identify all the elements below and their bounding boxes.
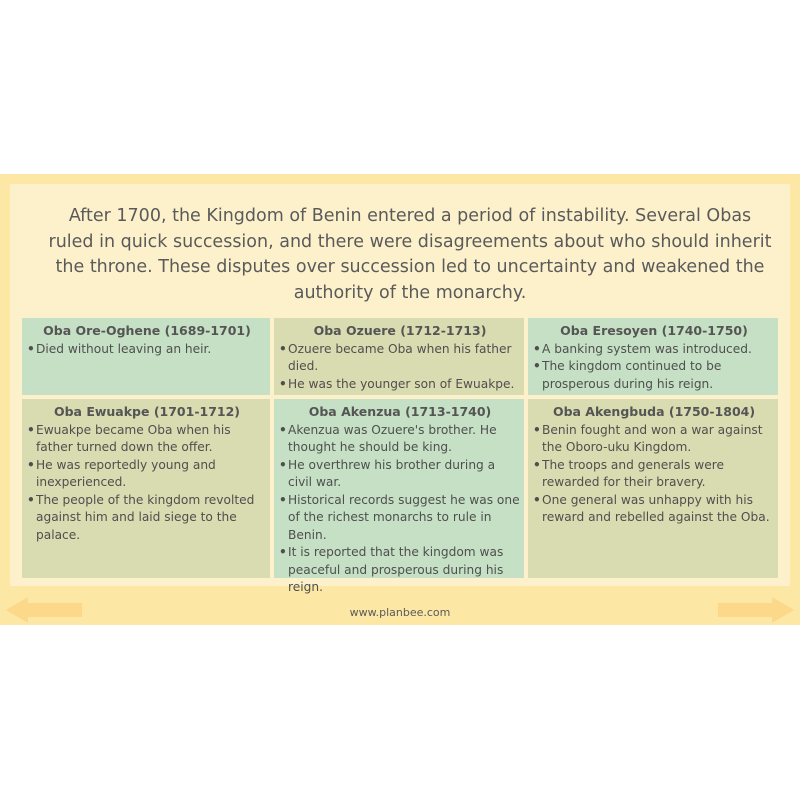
bullet-list xyxy=(28,422,266,545)
bullet-item: • He overthrew his brother during a civil war. xyxy=(280,457,520,492)
card-title: Oba Akenzua (1713-1740) xyxy=(308,404,492,419)
card-eresoyen xyxy=(528,318,778,395)
bullet-item: • One general was unhappy with his reward and rebelled against the Oba. xyxy=(534,492,774,527)
bullet-item: • Ozuere became Oba when his father died. xyxy=(280,341,520,376)
card-akenzua xyxy=(274,399,524,594)
card-ewuakpe xyxy=(22,399,270,578)
bullet-item: • A banking system was introduced. xyxy=(534,341,774,359)
bullet-item: • Died without leaving an heir. xyxy=(28,341,266,359)
content-panel xyxy=(10,184,790,594)
bullet-item: • Akenzua was Ozuere's brother. He thought he should be king. xyxy=(280,422,520,457)
card-ozuere xyxy=(274,318,524,395)
bullet-list xyxy=(28,341,266,359)
bullet-item: • The kingdom continued to be prosperous during his reign. xyxy=(534,358,774,393)
arrow-right-icon[interactable] xyxy=(718,597,794,623)
bullet-list xyxy=(534,341,774,394)
bullet-item: • Historical records suggest he was one of the richest monarchs to rule in Benin. xyxy=(280,492,520,545)
bullet-list xyxy=(534,422,774,527)
bullet-list xyxy=(280,341,520,394)
card-title: Oba Ewuakpe (1701-1712) xyxy=(53,404,241,419)
card-title: Oba Eresoyen (1740-1750) xyxy=(560,323,748,338)
intro-paragraph: After 1700, the Kingdom of Benin entered a period of instability. Several Obas ruled in quick succession, and there were disagreements about who should inherit the throne. These disputes over succession led to uncertainty and weakened the authority of the monarchy. xyxy=(48,206,772,303)
bullet-item: • He was reportedly young and inexperienced. xyxy=(28,457,266,492)
card-title: Oba Akengbuda (1750-1804) xyxy=(552,404,756,419)
slide xyxy=(0,174,800,625)
bullet-item: • It is reported that the kingdom was peaceful and prosperous during his reign. xyxy=(280,544,520,597)
footer-url[interactable]: www.planbee.com xyxy=(349,606,451,619)
bullet-item: • He was the younger son of Ewuakpe. xyxy=(280,376,520,394)
bullet-item: • Benin fought and won a war against the Oboro-uku Kingdom. xyxy=(534,422,774,457)
card-akengbuda xyxy=(528,399,778,578)
card-title: Oba Ore-Oghene (1689-1701) xyxy=(43,323,251,338)
bullet-item: • Ewuakpe became Oba when his father turned down the offer. xyxy=(28,422,266,457)
card-title: Oba Ozuere (1712-1713) xyxy=(313,323,487,338)
bullet-list xyxy=(280,422,520,597)
card-ore-oghene xyxy=(22,318,270,395)
bullet-item: • The people of the kingdom revolted against him and laid siege to the palace. xyxy=(28,492,266,545)
bullet-item: • The troops and generals were rewarded for their bravery. xyxy=(534,457,774,492)
